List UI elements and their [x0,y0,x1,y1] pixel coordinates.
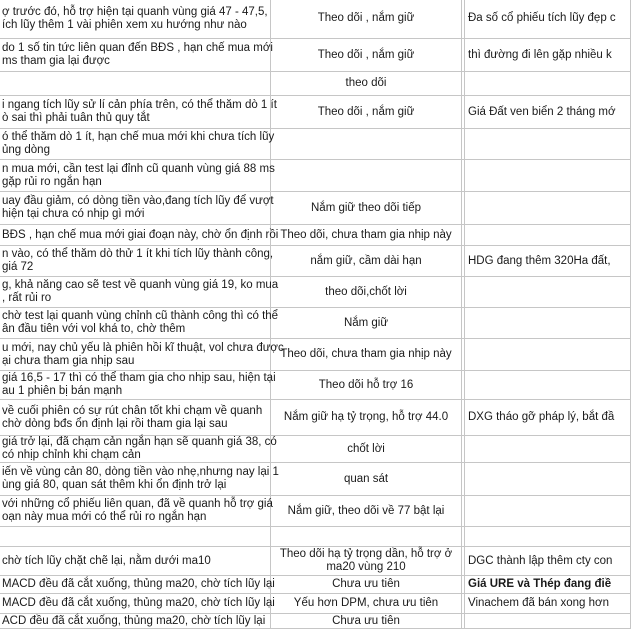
cell-analysis-line: BĐS , hạn chế mua mới giai đoạn này, chờ ổn định rồi [2,228,279,241]
table-row [0,463,631,496]
cell-news[interactable] [465,436,631,463]
cell-analysis[interactable] [0,72,271,96]
cell-analysis-line: n vào, có thể thăm dò thử 1 ít khi tích lũy thành công, [2,248,274,260]
table-row [0,547,631,576]
cell-news[interactable] [465,96,631,129]
cell-action[interactable] [271,72,462,96]
cell-analysis[interactable] [0,400,271,436]
cell-news[interactable] [465,614,631,629]
cell-analysis[interactable] [0,225,279,246]
cell-analysis[interactable] [0,576,275,594]
cell-analysis[interactable] [0,96,277,129]
cell-action-line: Theo dõi , nắm giữ [317,12,415,24]
cell-action-line: Nắm giữ [343,316,389,329]
cell-analysis[interactable] [0,547,271,576]
cell-analysis[interactable] [0,192,274,225]
cell-news[interactable] [465,371,631,400]
cell-analysis-line: ms tham gia lại được [2,55,110,67]
cell-news[interactable] [465,339,631,371]
cell-analysis[interactable] [0,463,279,496]
table-row [0,96,631,129]
cell-analysis[interactable] [0,160,275,192]
cell-action[interactable] [271,400,462,436]
cell-action-line: theo dõi [345,77,387,89]
cell-news[interactable] [465,547,631,576]
cell-news[interactable] [465,400,631,436]
cell-analysis-line: , rất rủi ro [2,292,52,304]
cell-action-line: Theo dõi , nắm giữ [317,105,415,118]
cell-analysis-line: n mua mới, cần test lại đỉnh cũ quanh vùng giá 88 ms [2,162,275,175]
cell-analysis[interactable] [0,39,271,72]
cell-action-line: Nắm giữ theo dõi tiếp [311,201,421,214]
table-row [0,576,631,594]
cell-analysis-line: ại chưa tham gia nhịp sau [2,354,135,367]
cell-action[interactable] [271,339,462,371]
cell-analysis-line: ân đầu tiên với vol khá to, chờ thêm [2,323,186,335]
table-row [0,277,631,308]
cell-analysis-line: MACD đều đã cắt xuống, thủng ma20, chờ tích lũy lại [2,597,275,609]
cell-action[interactable] [271,192,462,225]
cell-action[interactable] [271,371,462,400]
cell-analysis[interactable] [0,371,276,400]
table-row [0,436,631,463]
cell-analysis-line: u mới, nay chủ yếu là phiên hồi kĩ thuật, vol chưa được [2,341,284,354]
cell-action-line: Theo dõi hỗ trợ 16 [318,378,414,391]
cell-action[interactable] [271,463,462,496]
cell-action-line: ma20 vùng 210 [326,561,406,573]
cell-news[interactable] [465,39,631,72]
cell-analysis[interactable] [0,594,275,614]
cell-action-line: Theo dõi , nắm giữ [317,48,415,61]
table-row [0,496,631,527]
cell-news-line: DXG tháo gỡ pháp lý, bắt đầ [468,411,615,423]
cell-analysis-line: ủng dòng [2,144,50,156]
cell-news-line: DGC thành lập thêm cty con [468,554,613,567]
cell-analysis[interactable] [0,246,274,277]
cell-news-line: HDG đang thêm 320Ha đất, [468,254,611,267]
cell-analysis-line: ACD đều đã cắt xuống, thủng ma20, chờ tích lũy lại [2,614,266,627]
table-row [0,594,631,614]
cell-news[interactable] [465,192,631,225]
cell-analysis-line: chờ tích lũy chặt chẽ lại, nằm dưới ma10 [2,554,211,567]
cell-action[interactable] [271,160,462,192]
cell-analysis-line: ò sai thì phải tuân thủ quy tắt [2,112,150,124]
table-row [0,246,631,277]
table-row [0,160,631,192]
cell-news[interactable] [465,594,631,614]
cell-analysis[interactable] [0,614,271,629]
cell-analysis-line: do 1 số tin tức liên quan đến BĐS , hạn chế mua mới [2,42,273,54]
cell-analysis-line: có nhịp chỉnh khi chạm cản [2,449,141,461]
cell-analysis-line: ích lũy thêm 1 vài phiên xem xu hướng như nào [2,18,247,31]
cell-analysis-line: chờ dòng bđs ổn định lại rồi tham gia lại sau [2,417,228,430]
cell-analysis[interactable] [0,527,271,547]
cell-news[interactable] [465,72,631,96]
cell-news[interactable] [465,496,631,527]
cell-analysis-line: au 1 phiên bị bán mạnh [2,385,123,397]
cell-action[interactable] [271,614,462,629]
cell-analysis[interactable] [0,339,284,371]
cell-action-line: Theo dõi hạ tỷ trọng dần, hỗ trợ ở [279,548,453,560]
cell-analysis-line: giá trở lại, đã chạm cản ngắn hạn sẽ quanh giá 38, có [2,436,277,448]
cell-analysis-line: với những cổ phiếu liên quan, đã về quanh hỗ trợ giá [2,498,273,510]
cell-analysis-line: uay đầu giảm, có dòng tiền vào,đang tích lũy để vượt [2,195,274,207]
table-row [0,192,631,225]
cell-action-line: theo dõi,chốt lời [325,285,407,298]
cell-analysis[interactable] [0,308,279,339]
cell-news-line: Giá Đất ven biển 2 tháng mớ [468,105,616,118]
cell-analysis-line: giá 16,5 - 17 thì có thể tham gia cho nhịp sau, hiện tại [2,372,276,384]
cell-news[interactable] [465,308,631,339]
table-row [0,527,631,547]
cell-action[interactable] [271,576,462,594]
cell-action-line: Chưa ưu tiên [332,578,400,590]
cell-analysis-line: i ngang tích lũy sử lí cản phía trên, có thể thăm dò 1 ít [2,99,277,111]
cell-analysis-line: giá 72 [2,261,34,273]
cell-action-line: Chưa ưu tiên [332,614,400,627]
cell-action[interactable] [271,496,462,527]
cell-analysis[interactable] [0,277,279,308]
cell-analysis-line: gặp rủi ro ngắn hạn [2,175,102,188]
cell-news-line: Đa số cổ phiếu tích lũy đẹp c [468,12,616,24]
cell-action-line: Theo dõi, chưa tham gia nhịp này [280,228,452,241]
table-row [0,339,631,371]
cell-action[interactable] [271,308,462,339]
cell-action[interactable] [271,527,462,547]
cell-action[interactable] [271,277,462,308]
cell-news-line: Giá URE và Thép đang điề [468,578,612,590]
cell-news-line: Vinachem đã bán xong hơn [468,597,609,609]
cell-action[interactable] [271,246,462,277]
cell-analysis-line: về cuối phiên có sự rút chân tốt khi chạm về quanh [2,404,263,417]
table-row [0,308,631,339]
cell-action[interactable] [271,225,462,246]
cell-news[interactable] [465,277,631,308]
cell-news[interactable] [465,129,631,160]
table-row [0,400,631,436]
cell-news[interactable] [465,527,631,547]
cell-action-line: Theo dõi, chưa tham gia nhịp này [280,348,452,360]
cell-analysis[interactable] [0,436,277,463]
cell-action[interactable] [271,96,462,129]
cell-analysis-line: chờ test lại quanh vùng chỉnh cũ thành công thì có thể [2,310,279,322]
cell-analysis[interactable] [0,129,275,160]
cell-analysis-line: ó thể thăm dò 1 ít, hạn chế mua mới khi chưa tích lũy [2,131,275,143]
cell-action[interactable] [271,129,462,160]
table-row [0,39,631,72]
cell-analysis-line: g, khả năng cao sẽ test về quanh vùng giá 19, ko mua [2,279,279,291]
cell-analysis-line: MACD đều đã cắt xuống, thủng ma20, chờ tích lũy lại [2,578,275,590]
cell-news[interactable] [465,225,631,246]
cell-action[interactable] [271,436,462,463]
cell-action-line: nắm giữ, cầm dài hạn [310,254,422,267]
cell-analysis[interactable] [0,0,271,39]
cell-analysis-line: iến về vùng cản 80, dòng tiền vào nhẹ,nhưng nay lại 1 [2,466,279,478]
cell-action[interactable] [271,594,462,614]
table-row [0,129,631,160]
cell-news[interactable] [465,246,631,277]
cell-action-line: chốt lời [347,442,385,455]
cell-news[interactable] [465,160,631,192]
cell-news[interactable] [465,576,631,594]
cell-analysis-line: hiện tại chưa có nhịp gì mới [2,208,145,220]
cell-action[interactable] [271,0,462,39]
cell-news[interactable] [465,0,631,39]
table-row [0,614,631,629]
table-row [0,0,631,39]
cell-analysis-line: oạn này mua mới có thể rủi ro ngắn hạn [2,511,207,523]
cell-analysis-line: ùng giá 80, quan sát thêm khi ổn định trở lại [2,479,227,491]
cell-news-line: thì đường đi lên gặp nhiều k [468,48,612,61]
cell-action-line: Yếu hơn DPM, chưa ưu tiên [293,597,439,609]
table-row [0,371,631,400]
cell-action-line: quan sát [343,472,389,485]
cell-action-line: Nắm giữ hạ tỷ trọng, hỗ trợ 44.0 [283,411,449,423]
cell-analysis[interactable] [0,496,271,527]
cell-action-line: Nắm giữ, theo dõi về 77 bật lại [287,504,445,517]
cell-action[interactable] [271,547,462,576]
cell-analysis-line: ợ trước đó, hỗ trợ hiện tại quanh vùng giá 47 - 47,5, [2,5,268,18]
table-row [0,225,631,246]
cell-news[interactable] [465,463,631,496]
table-row [0,72,631,96]
cell-action[interactable] [271,39,462,72]
